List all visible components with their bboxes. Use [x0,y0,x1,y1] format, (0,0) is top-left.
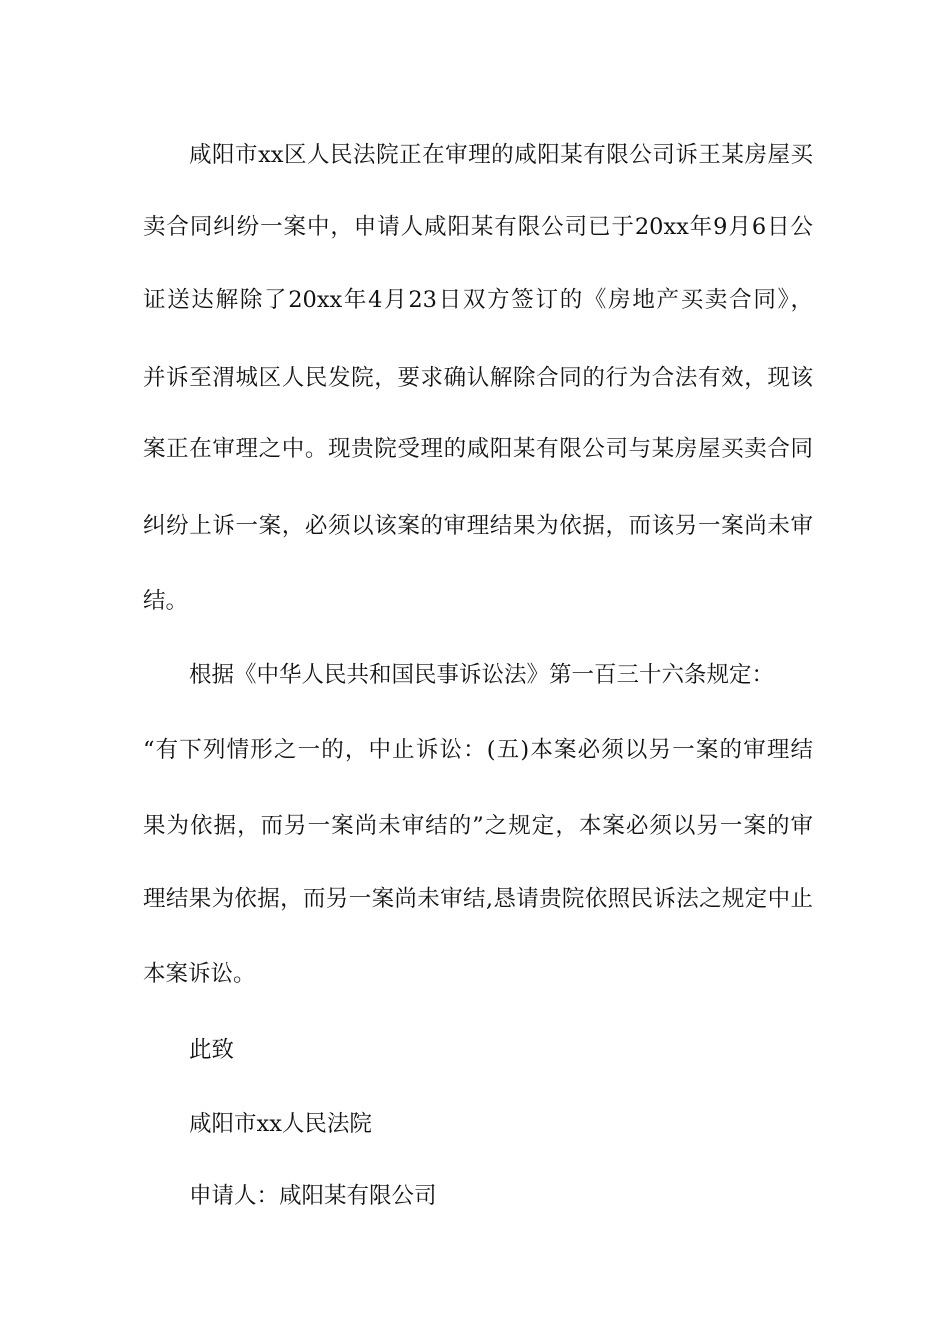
applicant-signature: 申请人：咸阳某有限公司 [189,1183,437,1209]
paragraph-2-line-4: 理结果为依据，而另一案尚未审结,恳请贵院依照民诉法之规定中止 [143,886,813,912]
recipient-court: 咸阳市xx人民法院 [189,1111,372,1137]
paragraph-1-line-2: 卖合同纠纷一案中，申请人咸阳某有限公司已于20xx年9月6日公 [143,214,813,240]
paragraph-2-line-3: 果为依据，而另一案尚未审结的”之规定，本案必须以另一案的审 [143,813,813,839]
paragraph-1-line-5: 案正在审理之中。现贵院受理的咸阳某有限公司与某房屋买卖合同 [143,436,813,462]
paragraph-1-line-4: 并诉至渭城区人民发院，要求确认解除合同的行为合法有效，现该 [143,365,813,391]
paragraph-1-line-1: 咸阳市xx区人民法院正在审理的咸阳某有限公司诉王某房屋买 [189,142,813,168]
paragraph-1-line-7: 结。 [143,588,189,614]
paragraph-2-line-1: 根据《中华人民共和国民事诉讼法》第一百三十六条规定： [189,662,775,688]
closing-phrase: 此致 [189,1037,235,1063]
paragraph-1-line-6: 纠纷上诉一案，必须以该案的审理结果为依据，而该另一案尚未审 [143,513,813,539]
paragraph-2-line-5: 本案诉讼。 [143,961,256,987]
paragraph-1-line-3: 证送达解除了20xx年4月23日双方签订的《房地产买卖合同》， [143,287,813,313]
paragraph-2-line-2: “有下列情形之一的，中止诉讼：(五)本案必须以另一案的审理结 [143,737,813,763]
